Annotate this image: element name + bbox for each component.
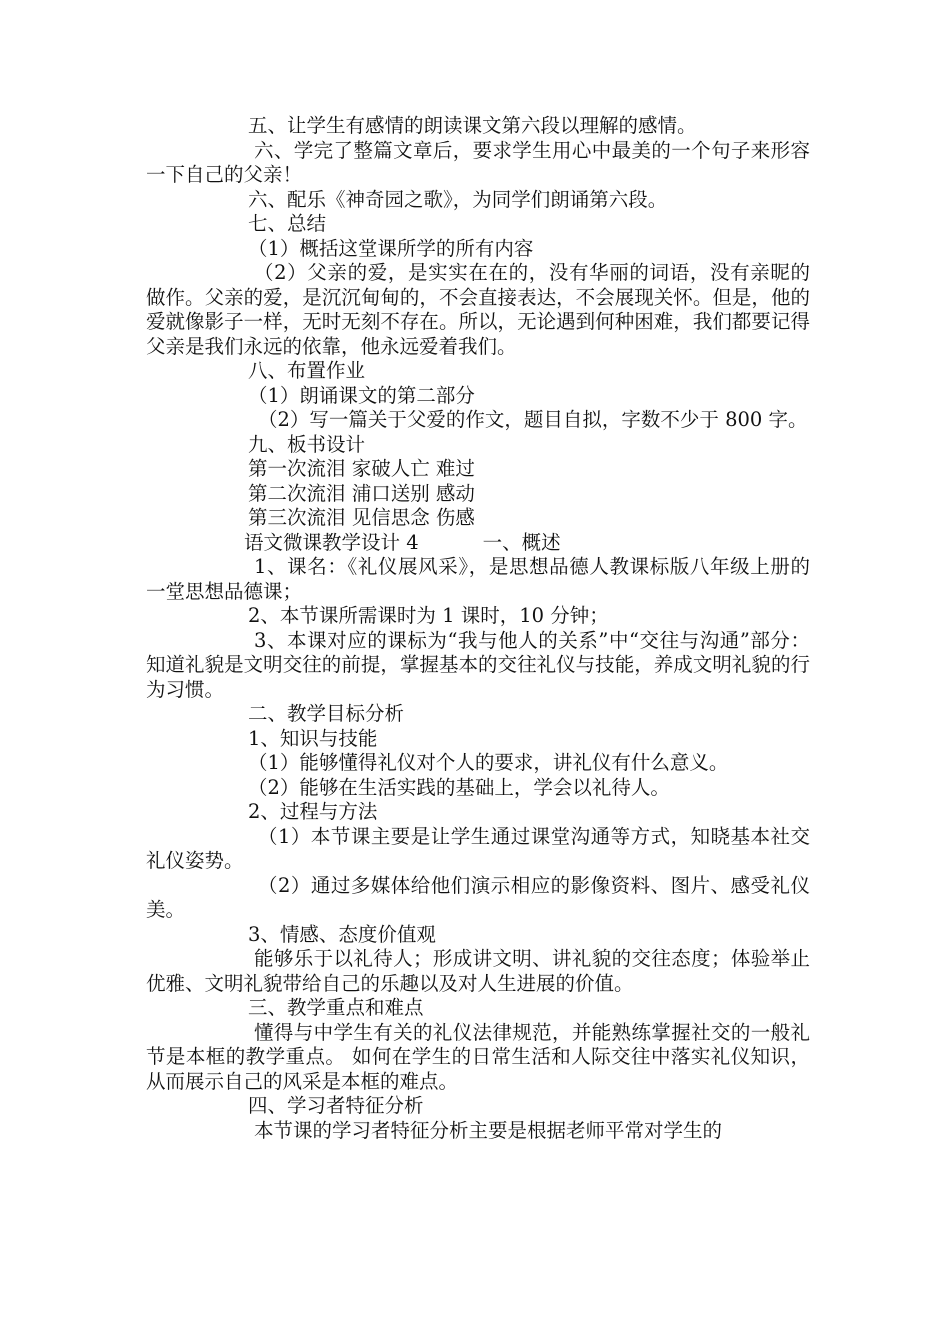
document-body (146, 114, 810, 1143)
paragraph: 懂得与中学生有关的礼仪法律规范，并能熟练掌握社交的一般礼节是本框的教学重点。 如何在学生的日常生活和人际交往中落实礼仪知识，从而展示自己的风采是本框的难点。 (146, 1020, 810, 1093)
paragraph: 六、学完了整篇文章后，要求学生用心中最美的一个句子来形容一下自己的父亲！ (146, 138, 810, 186)
subheading: 2、过程与方法 (248, 800, 378, 823)
paragraph: （1）能够懂得礼仪对个人的要求，讲礼仪有什么意义。 (248, 751, 729, 774)
paragraph: 2、本节课所需课时为 1 课时，10 分钟； (248, 604, 609, 627)
section-heading: 二、教学目标分析 (248, 702, 405, 725)
section-heading: 八、布置作业 (248, 359, 366, 382)
document-title: 语文微课教学设计 4 (244, 530, 419, 554)
document-title-line (146, 531, 810, 556)
subheading: 3、情感、态度价值观 (248, 922, 436, 946)
paragraph: （2）能够在生活实践的基础上，学会以礼待人。 (248, 775, 670, 799)
paragraph: 3、本课对应的课标为“我与他人的关系”中“交往与沟通”部分：知道礼貌是文明交往的前提，掌握基本的交往礼仪与技能，养成文明礼貌的行为习惯。 (146, 628, 810, 701)
section-heading: 三、教学重点和难点 (248, 996, 424, 1019)
paragraph: 1、课名：《礼仪展风采》，是思想品德人教课标版八年级上册的一堂思想品德课； (146, 555, 810, 603)
section-heading: 四、学习者特征分析 (248, 1094, 424, 1117)
paragraph: （1）本节课主要是让学生通过课堂沟通等方式，知晓基本社交礼仪姿势。 (146, 824, 810, 872)
paragraph: （2）通过多媒体给他们演示相应的影像资料、图片、感受礼仪美。 (146, 873, 810, 921)
paragraph: 本节课的学习者特征分析主要是根据老师平常对学生的 (254, 1118, 723, 1142)
section-heading: 一、概述 (482, 530, 561, 554)
section-heading: 九、板书设计 (248, 432, 366, 456)
paragraph: （1）概括这堂课所学的所有内容 (248, 236, 534, 260)
section-heading: 七、总结 (248, 212, 327, 235)
paragraph: 六、配乐《神奇园之歌》，为同学们朗诵第六段。 (248, 187, 668, 211)
board-line: 第三次流泪 见信思念 伤感 (248, 506, 475, 529)
paragraph: （1）朗诵课文的第二部分 (248, 383, 475, 407)
paragraph: （2）写一篇关于父爱的作文，题目自拟，字数不少于 800 字。 (258, 408, 808, 431)
paragraph: 能够乐于以礼待人；形成讲文明、讲礼貌的交往态度；体验举止优雅、文明礼貌带给自己的乐趣以及对人生进展的价值。 (146, 947, 810, 995)
paragraph: （2）父亲的爱，是实实在在的，没有华丽的词语，没有亲昵的做作。父亲的爱，是沉沉甸甸的，不会直接表达，不会展现关怀。但是，他的爱就像影子一样，无时无刻不存在。所以，无论遇到何种困难，我们都要记得父亲是我们永远的依靠，他永远爱着我们。 (146, 261, 810, 358)
board-line: 第一次流泪 家破人亡 难过 (248, 457, 475, 480)
paragraph: 五、让学生有感情的朗读课文第六段以理解的感情。 (248, 114, 697, 137)
subheading: 1、知识与技能 (248, 726, 378, 750)
board-line: 第二次流泪 浦口送别 感动 (248, 481, 475, 505)
